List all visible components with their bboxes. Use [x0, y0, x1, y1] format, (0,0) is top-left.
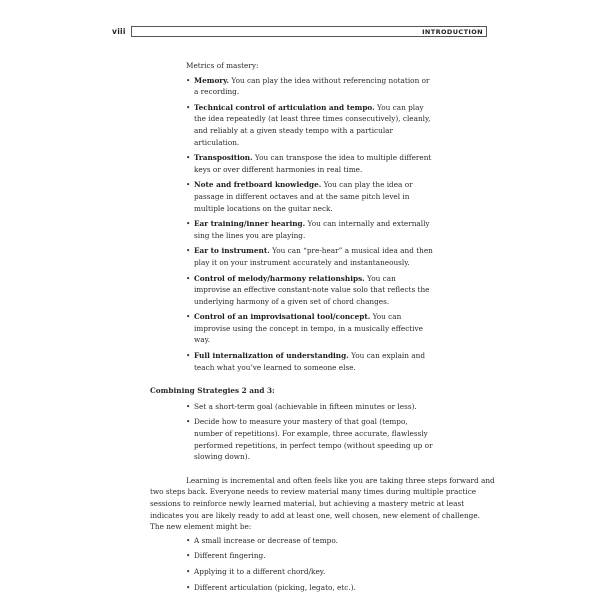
section-title: INTRODUCTION [422, 28, 483, 36]
list-item: • Set a short-term goal (achievable in fifteen minutes or less). [194, 401, 434, 413]
metric-term: Note and fretboard knowledge. [194, 180, 322, 190]
metric-text: You can improvise an effective constant-note value solo that reflects the underlying harmony of a given set of chord changes. [194, 273, 430, 306]
metric-term: Technical control of articulation and tempo. [194, 102, 375, 112]
metric-term: Control of melody/harmony relationships. [194, 273, 365, 283]
metrics-list [150, 75, 495, 374]
list-item: • Applying it to a different chord/key. [194, 566, 434, 578]
list-item: • Different fingering. [194, 550, 434, 562]
list-item [194, 218, 434, 241]
metric-term: Transposition. [194, 153, 253, 163]
list-item: • Decide how to measure your mastery of that goal (tempo, number of repetitions). For example, three accurate, flawlessly performed repetitions, in perfect tempo (without speeding up or slowing down). [194, 416, 434, 462]
metric-text: You can play the idea or passage in different octaves and at the same pitch level in multiple locations on the guitar neck. [194, 180, 413, 213]
page-number: viii [112, 27, 126, 36]
metric-text: You can transpose the idea to multiple different keys or over different harmonies in real time. [194, 153, 432, 174]
list-item: • Different articulation (picking, legato, etc.). [194, 582, 434, 594]
metric-text: You can play the idea repeatedly (at least three times consecutively), cleanly, and reliably at a given steady tempo with a particular articulation. [194, 102, 431, 147]
list-item [194, 350, 434, 373]
list-item [194, 152, 434, 175]
list-item [194, 75, 434, 98]
body-paragraph: Learning is incremental and often feels like you are taking three steps forward and two steps back. Everyone needs to review material many times during multiple practice sessions to reinforce newly learned material, but achieving a mastery metric at least indicates you are likely ready to add at least one, well chosen, new element of challenge. The new element might be: [150, 475, 495, 532]
metric-term: Control of an improvisational tool/concept. [194, 312, 371, 322]
list-item [194, 179, 434, 214]
metric-text: You can improvise using the concept in tempo, in a musically effective way. [194, 312, 423, 345]
list-item [194, 311, 434, 346]
list-item [194, 273, 434, 308]
list-item [194, 245, 434, 268]
page-body [150, 60, 495, 597]
combining-heading: Combining Strategies 2 and 3: [150, 386, 275, 396]
metric-text: You can play the idea without referencing notation or a recording. [194, 75, 430, 97]
metric-term: Ear training/inner hearing. [194, 219, 306, 229]
new-elements-list [150, 535, 495, 593]
metric-text: You can explain and teach what you’ve learned to someone else. [194, 351, 425, 372]
metric-text: You can “pre-hear” a musical idea and then play it on your instrument accurately and instantaneously. [194, 246, 433, 267]
list-item [194, 102, 434, 148]
metrics-intro: Metrics of mastery: [186, 61, 259, 70]
running-header [112, 26, 488, 38]
list-item: • A small increase or decrease of tempo. [194, 535, 434, 547]
metric-term: Full internalization of understanding. [194, 351, 349, 361]
metric-text: You can internally and externally sing the lines you are playing. [194, 219, 430, 240]
metric-term: Memory. [194, 75, 230, 85]
combining-steps-list [150, 401, 495, 463]
header-rule-box [131, 26, 487, 37]
metric-term: Ear to instrument. [194, 246, 270, 256]
